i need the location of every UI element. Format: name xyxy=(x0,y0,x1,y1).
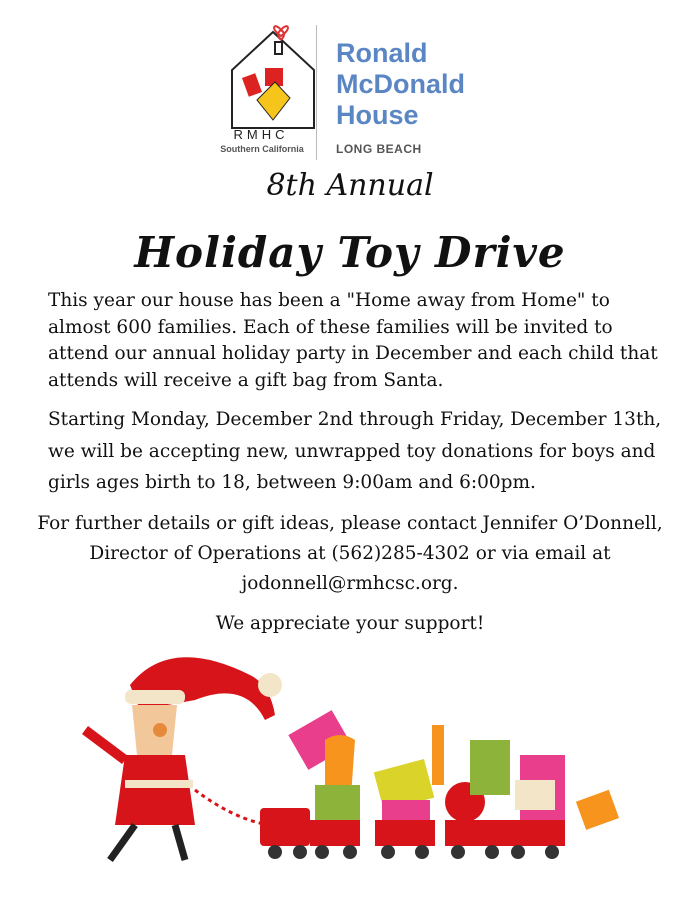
region-label: Southern California xyxy=(220,144,304,154)
santa-icon xyxy=(85,657,282,860)
brand-line: Ronald xyxy=(336,38,428,68)
page-title: Holiday Toy Drive xyxy=(134,228,566,277)
thanks-line: We appreciate your support! xyxy=(215,613,485,634)
logo-divider xyxy=(316,25,317,160)
brand-line: McDonald xyxy=(336,69,466,99)
brand-line: House xyxy=(336,100,419,130)
edition-heading: 8th Annual xyxy=(266,168,434,203)
rmhc-abbrev: RMHC xyxy=(233,127,289,142)
schedule-paragraph: Starting Monday, December 2nd through Friday, December 13th, we will be accepting new, unwrapped toy donations for boys and girls ages birth to 18, between 9:00am and 6:00pm. xyxy=(48,409,662,493)
chapter-label: LONG BEACH xyxy=(336,142,422,156)
brand-name xyxy=(336,38,465,131)
contact-paragraph: For further details or gift ideas, please contact Jennifer O’Donnell, Director of Operations at (562)285-4302 or via email at jodonnell@rmhcsc.org. xyxy=(37,513,663,594)
toy-train-icon xyxy=(260,710,619,859)
santa-toy-train-illustration xyxy=(60,630,640,900)
intro-paragraph: This year our house has been a "Home away from Home" to almost 600 families. Each of these families will be invited to attend our annual holiday party in December and each child that attends will receive a gift bag from Santa. xyxy=(48,290,658,391)
